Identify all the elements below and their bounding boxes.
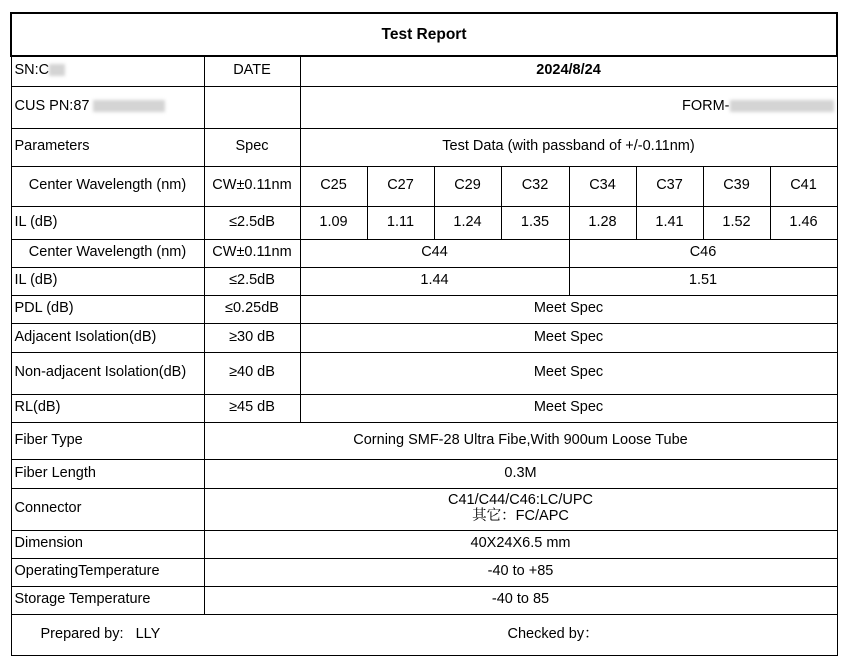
il-value-cell: 1.28: [569, 206, 636, 239]
rl-result: Meet Spec: [300, 394, 837, 422]
adjacent-isolation-result: Meet Spec: [300, 323, 837, 352]
fiber-length-label: Fiber Length: [11, 459, 204, 488]
fiber-length-value: 0.3M: [204, 459, 837, 488]
date-label: DATE: [204, 56, 300, 86]
form-cell: [300, 86, 837, 128]
cus-pn-cell: [11, 86, 204, 128]
il-label: IL (dB): [11, 206, 204, 239]
pdl-label: PDL (dB): [11, 295, 204, 323]
form-label: FORM-: [682, 98, 730, 115]
adjacent-isolation-label: Adjacent Isolation(dB): [11, 323, 204, 352]
operating-temperature-value: -40 to +85: [204, 558, 837, 586]
rl-spec: ≥45 dB: [204, 394, 300, 422]
non-adjacent-isolation-spec: ≥40 dB: [204, 352, 300, 394]
spec-header: Spec: [204, 128, 300, 166]
fiber-type-label: Fiber Type: [11, 422, 204, 459]
cus-pn-value: 87: [73, 98, 90, 115]
channel-cell: C37: [636, 166, 703, 206]
connector-line-1: C41/C44/C46:LC/UPC: [447, 492, 594, 509]
cus-pn-label: CUS PN:: [14, 98, 74, 115]
non-adjacent-isolation-result: Meet Spec: [300, 352, 837, 394]
storage-temperature-value: -40 to 85: [204, 586, 837, 614]
adjacent-isolation-spec: ≥30 dB: [204, 323, 300, 352]
il-value-cell: 1.46: [770, 206, 837, 239]
il-value-cell: 1.44: [300, 267, 569, 295]
sn-cell: [11, 56, 204, 86]
channel-cell: C29: [434, 166, 501, 206]
dimension-label: Dimension: [11, 530, 204, 558]
connector-line-2: 其它：FC/APC: [472, 508, 569, 524]
rl-label: RL(dB): [11, 394, 204, 422]
test-report: [10, 12, 836, 656]
prepared-by: Prepared by: LLY: [40, 625, 161, 642]
il-value-cell: 1.09: [300, 206, 367, 239]
sn-value: C: [38, 62, 50, 79]
connector-label: Connector: [11, 488, 204, 530]
redacted-mark: [49, 64, 65, 76]
redacted-mark: [730, 100, 834, 112]
storage-temperature-label: Storage Temperature: [11, 586, 204, 614]
redacted-mark: [93, 100, 165, 112]
signature-row: [11, 614, 837, 655]
report-table: [10, 12, 838, 656]
channel-cell: C41: [770, 166, 837, 206]
dimension-value: 40X24X6.5 mm: [204, 530, 837, 558]
wavelength-spec: CW±0.11nm: [204, 166, 300, 206]
pdl-spec: ≤0.25dB: [204, 295, 300, 323]
channel-cell: C46: [569, 239, 837, 267]
il-value-cell: 1.35: [501, 206, 569, 239]
non-adjacent-isolation-label: Non-adjacent Isolation(dB): [11, 352, 204, 394]
fiber-type-value: Corning SMF-28 Ultra Fibe,With 900um Loose Tube: [204, 422, 837, 459]
channel-cell: C39: [703, 166, 770, 206]
il-label: IL (dB): [11, 267, 204, 295]
test-data-header: Test Data (with passband of +/-0.11nm): [300, 128, 837, 166]
checked-by: Checked by：: [507, 625, 599, 642]
operating-temperature-label: OperatingTemperature: [11, 558, 204, 586]
date-value: 2024/8/24: [300, 56, 837, 86]
il-value-cell: 1.52: [703, 206, 770, 239]
il-spec: ≤2.5dB: [204, 267, 300, 295]
il-value-cell: 1.11: [367, 206, 434, 239]
wavelength-label: Center Wavelength (nm): [11, 239, 204, 267]
il-value-cell: 1.41: [636, 206, 703, 239]
parameters-header: Parameters: [11, 128, 204, 166]
il-value-cell: 1.51: [569, 267, 837, 295]
empty-cell: [204, 86, 300, 128]
channel-cell: C44: [300, 239, 569, 267]
channel-cell: C25: [300, 166, 367, 206]
wavelength-label: Center Wavelength (nm): [11, 166, 204, 206]
il-spec: ≤2.5dB: [204, 206, 300, 239]
report-title: Test Report: [11, 13, 837, 56]
il-value-cell: 1.24: [434, 206, 501, 239]
channel-cell: C34: [569, 166, 636, 206]
channel-cell: C27: [367, 166, 434, 206]
connector-value: [204, 488, 837, 530]
wavelength-spec: CW±0.11nm: [204, 239, 300, 267]
channel-cell: C32: [501, 166, 569, 206]
pdl-result: Meet Spec: [300, 295, 837, 323]
sn-label: SN:: [14, 62, 39, 79]
